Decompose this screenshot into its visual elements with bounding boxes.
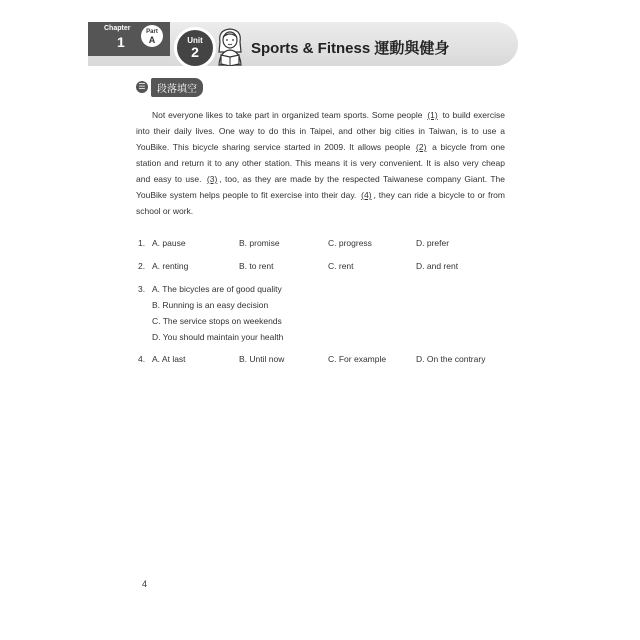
- option-d: D. prefer: [416, 238, 450, 248]
- part-label: Part: [146, 29, 158, 35]
- option-b: B. promise: [239, 238, 280, 248]
- girl-reading-illustration: [214, 26, 246, 66]
- passage-text: a bicycle from one station and return it to any other station. This means it is very convenient. It is also very cheap and easy to use.: [136, 142, 505, 184]
- option-a: A. renting: [152, 261, 189, 271]
- blank-2: (2): [416, 142, 427, 152]
- option-b: B. Running is an easy decision: [152, 300, 269, 310]
- question-number: 1.: [138, 238, 146, 248]
- unit-badge: [174, 27, 216, 69]
- passage-text: Not everyone likes to take part in organized team sports. Some people: [152, 110, 426, 120]
- section-heading: [136, 79, 203, 95]
- section-label: 段落填空: [151, 78, 203, 97]
- option-a: A. At last: [152, 354, 186, 364]
- passage-text: , too, as they are made by the respected Taiwanese company Giant. The YouBike system helps people to fit exercise into their day.: [136, 174, 505, 200]
- part-value: A: [148, 35, 156, 45]
- question-number: 2.: [138, 261, 146, 271]
- option-c: C. The service stops on weekends: [152, 316, 282, 326]
- option-b: B. Until now: [239, 354, 285, 364]
- unit-number: 2: [191, 44, 199, 60]
- option-c: C. rent: [328, 261, 354, 271]
- passage-text: , they can ride a bicycle to or from school or work.: [136, 190, 505, 216]
- blank-4: (4): [361, 190, 372, 200]
- chapter-number: 1: [117, 34, 125, 50]
- question-number: 4.: [138, 354, 146, 364]
- option-a: A. pause: [152, 238, 186, 248]
- list-icon: ☰: [136, 81, 148, 93]
- blank-1: (1): [427, 110, 438, 120]
- unit-title: Sports & Fitness 運動與健身: [251, 40, 450, 57]
- unit-label: Unit: [187, 36, 203, 45]
- option-d: D. You should maintain your health: [152, 332, 284, 342]
- question-number: 3.: [138, 284, 146, 294]
- option-d: D. On the contrary: [416, 354, 486, 364]
- blank-3: (3): [206, 174, 218, 184]
- option-a: A. The bicycles are of good quality: [152, 284, 282, 294]
- passage: [136, 107, 505, 219]
- option-b: B. to rent: [239, 261, 274, 271]
- chapter-label: Chapter: [104, 25, 131, 32]
- option-c: C. For example: [328, 354, 387, 364]
- passage-text: to build exercise into their daily lives. One way to do this in Taipei, and other big cities in Taiwan, is to use a YouBike. This bicycle sharing service started in 2009. It allows people: [136, 110, 505, 152]
- option-d: D. and rent: [416, 261, 459, 271]
- page-number: 4: [142, 579, 148, 589]
- part-badge: [141, 25, 163, 47]
- option-c: C. progress: [328, 238, 372, 248]
